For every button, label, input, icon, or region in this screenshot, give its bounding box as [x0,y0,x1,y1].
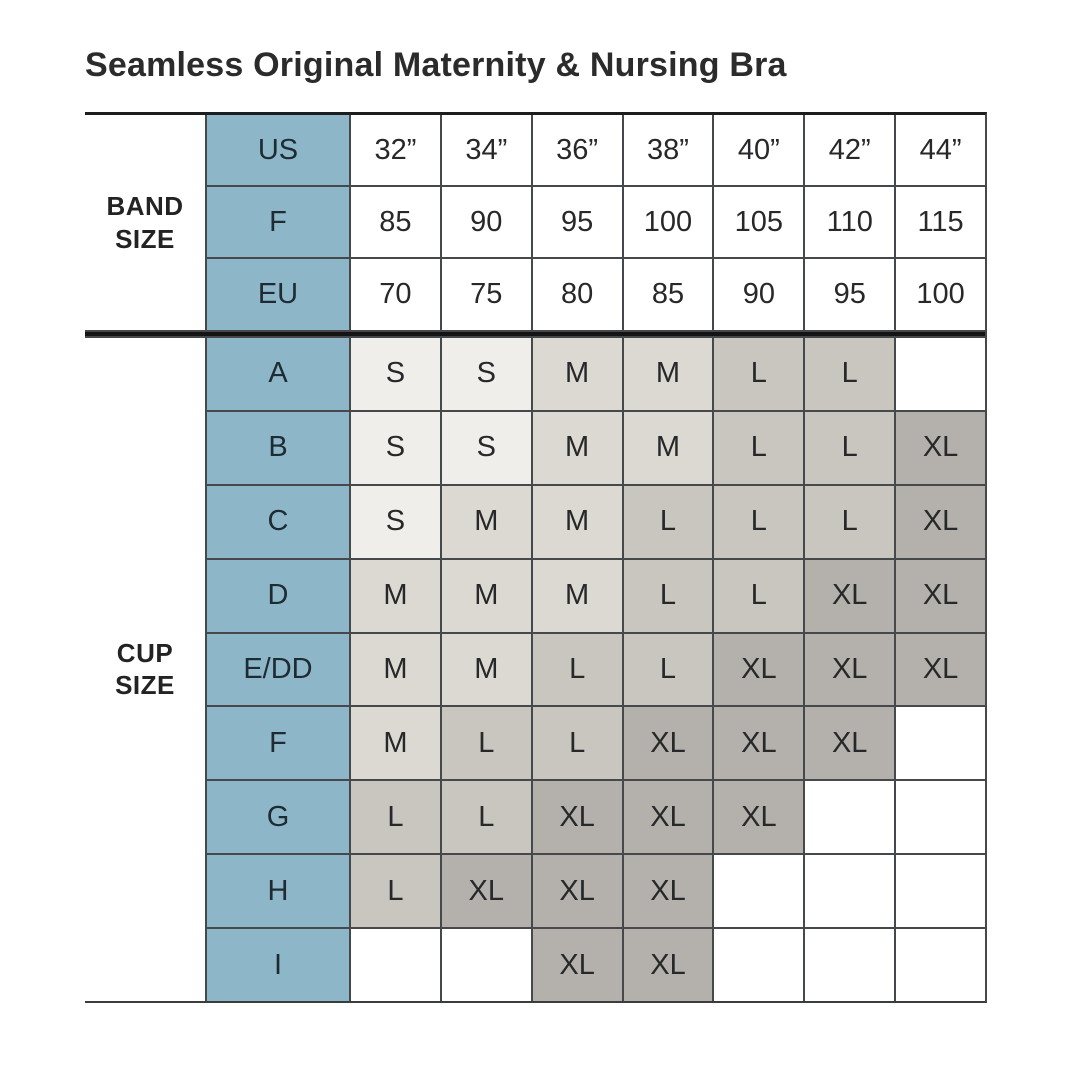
row-header-cell: D [207,560,349,632]
cup-size-cell: L [805,486,894,558]
cup-size-cell [896,855,985,927]
cup-size-cell: M [624,338,713,410]
cup-size-cell: XL [805,560,894,632]
cup-size-cell: L [805,338,894,410]
cup-size-cell: M [624,412,713,484]
row-header-cell: F [207,187,349,257]
band-value-cell: 42” [805,115,894,185]
cup-size-cell: L [624,560,713,632]
band-value-cell: 40” [714,115,803,185]
cup-size-cell [805,855,894,927]
cup-size-cell [805,929,894,1001]
cup-size-cell: M [533,338,622,410]
cup-size-cell: XL [896,634,985,706]
cup-size-cell: S [351,486,440,558]
cup-size-cell [714,855,803,927]
cup-size-cell: XL [533,781,622,853]
cup-size-cell: L [714,486,803,558]
band-value-cell: 105 [714,187,803,257]
cup-size-cell: XL [533,855,622,927]
row-header-cell: H [207,855,349,927]
cup-size-cell: L [624,486,713,558]
cup-size-cell [896,338,985,410]
cup-size-cell: XL [624,707,713,779]
band-value-cell: 100 [624,187,713,257]
row-header-cell: A [207,338,349,410]
band-value-cell: 34” [442,115,531,185]
cup-size-cell [896,781,985,853]
cup-size-cell: M [351,707,440,779]
page-title: Seamless Original Maternity & Nursing Bra [85,46,787,84]
cup-size-cell: M [533,486,622,558]
band-value-cell: 90 [442,187,531,257]
cup-size-cell: M [442,486,531,558]
cup-size-cell: L [714,338,803,410]
cup-size-cell: S [442,338,531,410]
cup-size-cell: XL [714,707,803,779]
cup-size-cell: XL [624,929,713,1001]
cup-size-cell: XL [714,781,803,853]
cup-size-cell: L [351,781,440,853]
band-value-cell: 36” [533,115,622,185]
row-header-cell: I [207,929,349,1001]
cup-size-cell: M [533,560,622,632]
cup-size-cell [351,929,440,1001]
cup-size-cell: M [351,560,440,632]
cup-size-cell [896,707,985,779]
row-header-cell: US [207,115,349,185]
cup-size-cell: L [442,781,531,853]
cup-size-cell: XL [896,486,985,558]
cup-size-cell: XL [805,634,894,706]
row-header-cell: C [207,486,349,558]
cup-size-cell: M [442,634,531,706]
section-divider-line [85,332,985,336]
cup-size-cell: XL [896,560,985,632]
row-header-cell: F [207,707,349,779]
cup-size-cell: XL [624,855,713,927]
cup-size-cell: XL [624,781,713,853]
band-value-cell: 115 [896,187,985,257]
band-value-cell: 75 [442,259,531,330]
band-value-cell: 70 [351,259,440,330]
cup-size-cell: L [533,707,622,779]
band-value-cell: 95 [533,187,622,257]
size-chart-table [85,112,987,1003]
band-value-cell: 95 [805,259,894,330]
cup-size-cell: M [533,412,622,484]
band-value-cell: 90 [714,259,803,330]
cup-size-cell: L [624,634,713,706]
cup-size-cell: XL [805,707,894,779]
cup-size-cell: S [351,338,440,410]
band-value-cell: 32” [351,115,440,185]
cup-size-cell: XL [714,634,803,706]
cup-size-cell [714,929,803,1001]
cup-size-cell [896,929,985,1001]
band-size-label: BAND SIZE [85,115,205,330]
cup-size-cell [805,781,894,853]
cup-size-cell: M [351,634,440,706]
cup-size-cell: XL [442,855,531,927]
cup-size-cell: L [714,560,803,632]
band-value-cell: 85 [351,187,440,257]
cup-size-cell: S [442,412,531,484]
band-value-cell: 100 [896,259,985,330]
band-value-cell: 110 [805,187,894,257]
cup-size-cell: M [442,560,531,632]
size-chart-page [0,48,1080,1003]
cup-size-cell: L [533,634,622,706]
cup-size-cell: XL [896,412,985,484]
band-value-cell: 80 [533,259,622,330]
cup-size-cell: L [805,412,894,484]
band-value-cell: 38” [624,115,713,185]
cup-size-cell: L [442,707,531,779]
band-value-cell: 44” [896,115,985,185]
cup-size-cell: S [351,412,440,484]
row-header-cell: EU [207,259,349,330]
band-value-cell: 85 [624,259,713,330]
row-header-cell: B [207,412,349,484]
cup-size-cell: L [714,412,803,484]
row-header-cell: E/DD [207,634,349,706]
cup-size-label: CUP SIZE [85,338,205,1001]
cup-size-cell: XL [533,929,622,1001]
cup-size-cell [442,929,531,1001]
cup-size-cell: L [351,855,440,927]
row-header-cell: G [207,781,349,853]
